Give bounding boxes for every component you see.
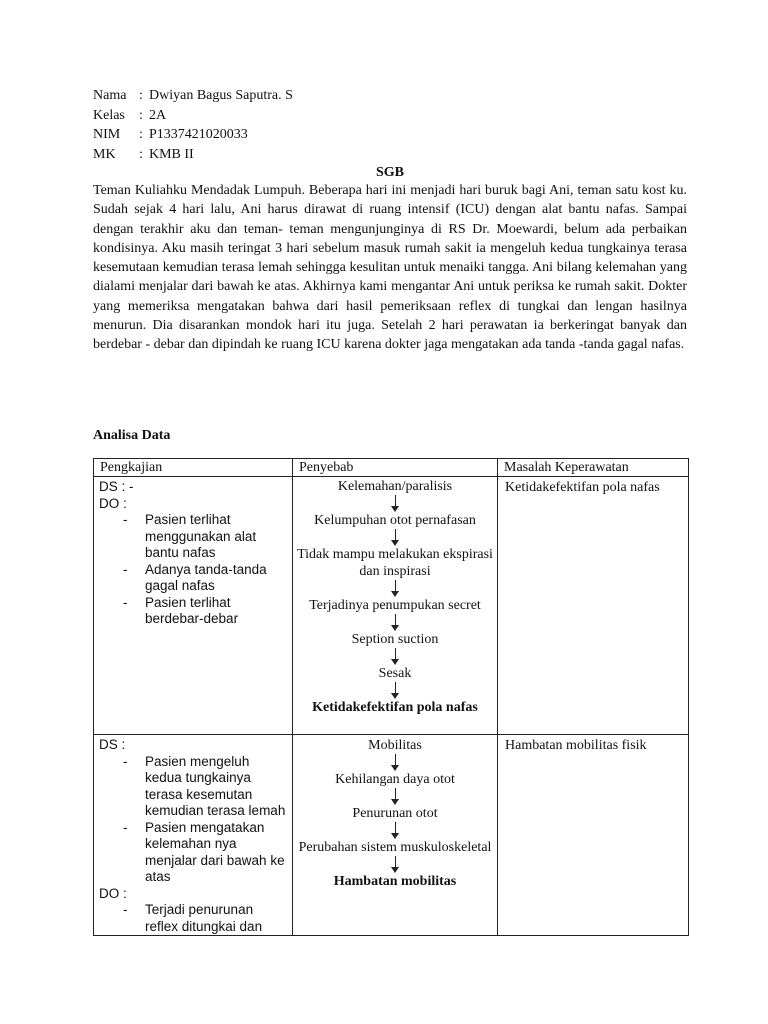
identity-value: Dwiyan Bagus Saputra. S: [149, 88, 293, 103]
flow-node: Kelemahan/paralisis: [337, 479, 453, 494]
down-arrow-icon: [390, 648, 400, 665]
table-header-row: [94, 459, 689, 477]
list-item: - Pasien mengatakan kelemahan nya menjalar dari bawah ke atas: [123, 819, 285, 884]
identity-key: Kelas: [93, 107, 125, 123]
list-item-text: Pasien terlihat menggunakan alat bantu nafas: [145, 512, 257, 560]
list-item: - Terjadi penurunan reflex ditungkai dan: [123, 902, 263, 934]
identity-row-nim: [93, 125, 293, 145]
header-masalah: Masalah Keperawatan: [498, 459, 689, 477]
identity-row-nama: [93, 86, 293, 106]
down-arrow-icon: [390, 580, 400, 597]
flow-node: Penurunan otot: [352, 806, 438, 821]
list-item-text: Pasien terlihat berdebar-debar: [145, 594, 239, 626]
identity-colon: :: [139, 127, 143, 142]
cause-flow: [293, 735, 497, 890]
identity-value: P1337421020033: [149, 127, 248, 142]
down-arrow-icon: [390, 495, 400, 512]
header-pengkajian: Pengkajian: [94, 459, 293, 477]
table-row: [94, 735, 689, 936]
document-title: SGB: [375, 165, 404, 180]
list-item: - Adanya tanda-tanda gagal nafas: [123, 561, 267, 593]
down-arrow-icon: [390, 682, 400, 699]
flow-node: Kehilangan daya otot: [335, 772, 455, 787]
list-item-text: Terjadi penurunan reflex ditungkai dan: [145, 902, 263, 934]
identity-colon: :: [139, 107, 143, 123]
do-list: [99, 512, 288, 628]
do-list: [99, 902, 288, 935]
flow-node: Tidak mampu melakukan ekspirasi dan inspirasi: [297, 547, 493, 579]
identity-colon: :: [139, 88, 143, 103]
identity-key: MK: [93, 146, 116, 162]
analysis-table: [93, 458, 689, 936]
down-arrow-icon: [390, 856, 400, 873]
flow-node: Kelumpuhan otot pernafasan: [314, 513, 476, 528]
identity-value: 2A: [149, 107, 167, 123]
identity-key: Nama: [93, 88, 127, 103]
flow-result: Hambatan mobilitas: [333, 874, 457, 889]
list-item-text: Adanya tanda-tanda gagal nafas: [145, 561, 267, 593]
nursing-problem: Hambatan mobilitas fisik: [505, 738, 647, 753]
case-story: Teman Kuliahku Mendadak Lumpuh. Beberapa hari ini menjadi hari buruk bagi Ani, teman satu kost ku. Sudah sejak 4 hari lalu, Ani harus dirawat di ruang intensif (ICU) dengan alat bantu nafas. Sampai dengan terakhir aku dan teman- teman mengunjunginya di RS Dr. Moewardi, belum ada perbaikan kondisinya. Aku masih teringat 3 hari sebelum masuk rumah sakit ia mengeluh kedua tungkainya terasa kesemutaan kemudian terasa lemah sehingga kesulitan untuk menaiki tangga. Ani bilang kelemahan yang dialami menjalar dari bawah ke atas. Akhirnya kami mengantar Ani untuk periksa ke rumah sakit. Dokter yang memeriksa mengatakan bahwa dari hasil pemeriksaan reflex di tungkai dan lengan hasilnya menurun. Dia disarankan mondok hari itu juga. Setelah 2 hari perawatan ia berkeringat banyak dan berdebar - debar dan dipindah ke ruang ICU karena dokter jaga mengatakan ada tanda -tanda gagal nafas.: [93, 183, 687, 353]
penyebab-cell: [293, 735, 498, 936]
ds-list: [99, 754, 288, 886]
nursing-problem: Ketidakefektifan pola nafas: [505, 480, 660, 495]
flow-node: Seption suction: [351, 632, 439, 647]
list-item-text: Pasien mengeluh kedua tungkainya terasa kesemutan kemudian terasa lemah: [145, 753, 286, 818]
identity-row-kelas: [93, 106, 293, 126]
do-label: DO :: [99, 885, 127, 901]
header-penyebab: Penyebab: [293, 459, 498, 477]
flow-node: Perubahan sistem muskuloskeletal: [298, 840, 492, 855]
pengkajian-cell: [94, 477, 293, 735]
flow-node: Terjadinya penumpukan secret: [309, 598, 481, 613]
cause-flow: [293, 477, 497, 716]
ds-label: DS :: [99, 737, 126, 752]
student-identity: [93, 86, 293, 164]
list-item: - Pasien mengeluh kedua tungkainya terasa kesemutan kemudian terasa lemah: [123, 753, 286, 818]
ds-label: DS : -: [99, 479, 134, 494]
identity-colon: :: [139, 146, 143, 162]
down-arrow-icon: [390, 529, 400, 546]
penyebab-cell: [293, 477, 498, 735]
masalah-cell: [498, 735, 689, 936]
down-arrow-icon: [390, 754, 400, 771]
identity-row-mk: [93, 145, 293, 165]
flow-result: Ketidakefektifan pola nafas: [312, 700, 478, 715]
identity-value: KMB II: [149, 146, 194, 162]
do-label: DO :: [99, 495, 127, 511]
list-item: - Pasien terlihat berdebar-debar: [123, 594, 239, 626]
identity-key: NIM: [93, 127, 121, 142]
flow-node: Mobilitas: [368, 738, 422, 753]
table-row: [94, 477, 689, 735]
section-heading: Analisa Data: [93, 428, 171, 443]
list-item: - Pasien terlihat menggunakan alat bantu nafas: [123, 512, 257, 560]
down-arrow-icon: [390, 788, 400, 805]
down-arrow-icon: [390, 822, 400, 839]
list-item-text: Pasien mengatakan kelemahan nya menjalar dari bawah ke atas: [145, 819, 285, 884]
down-arrow-icon: [390, 614, 400, 631]
flow-node: Sesak: [378, 666, 412, 681]
pengkajian-cell: [94, 735, 293, 936]
masalah-cell: [498, 477, 689, 735]
